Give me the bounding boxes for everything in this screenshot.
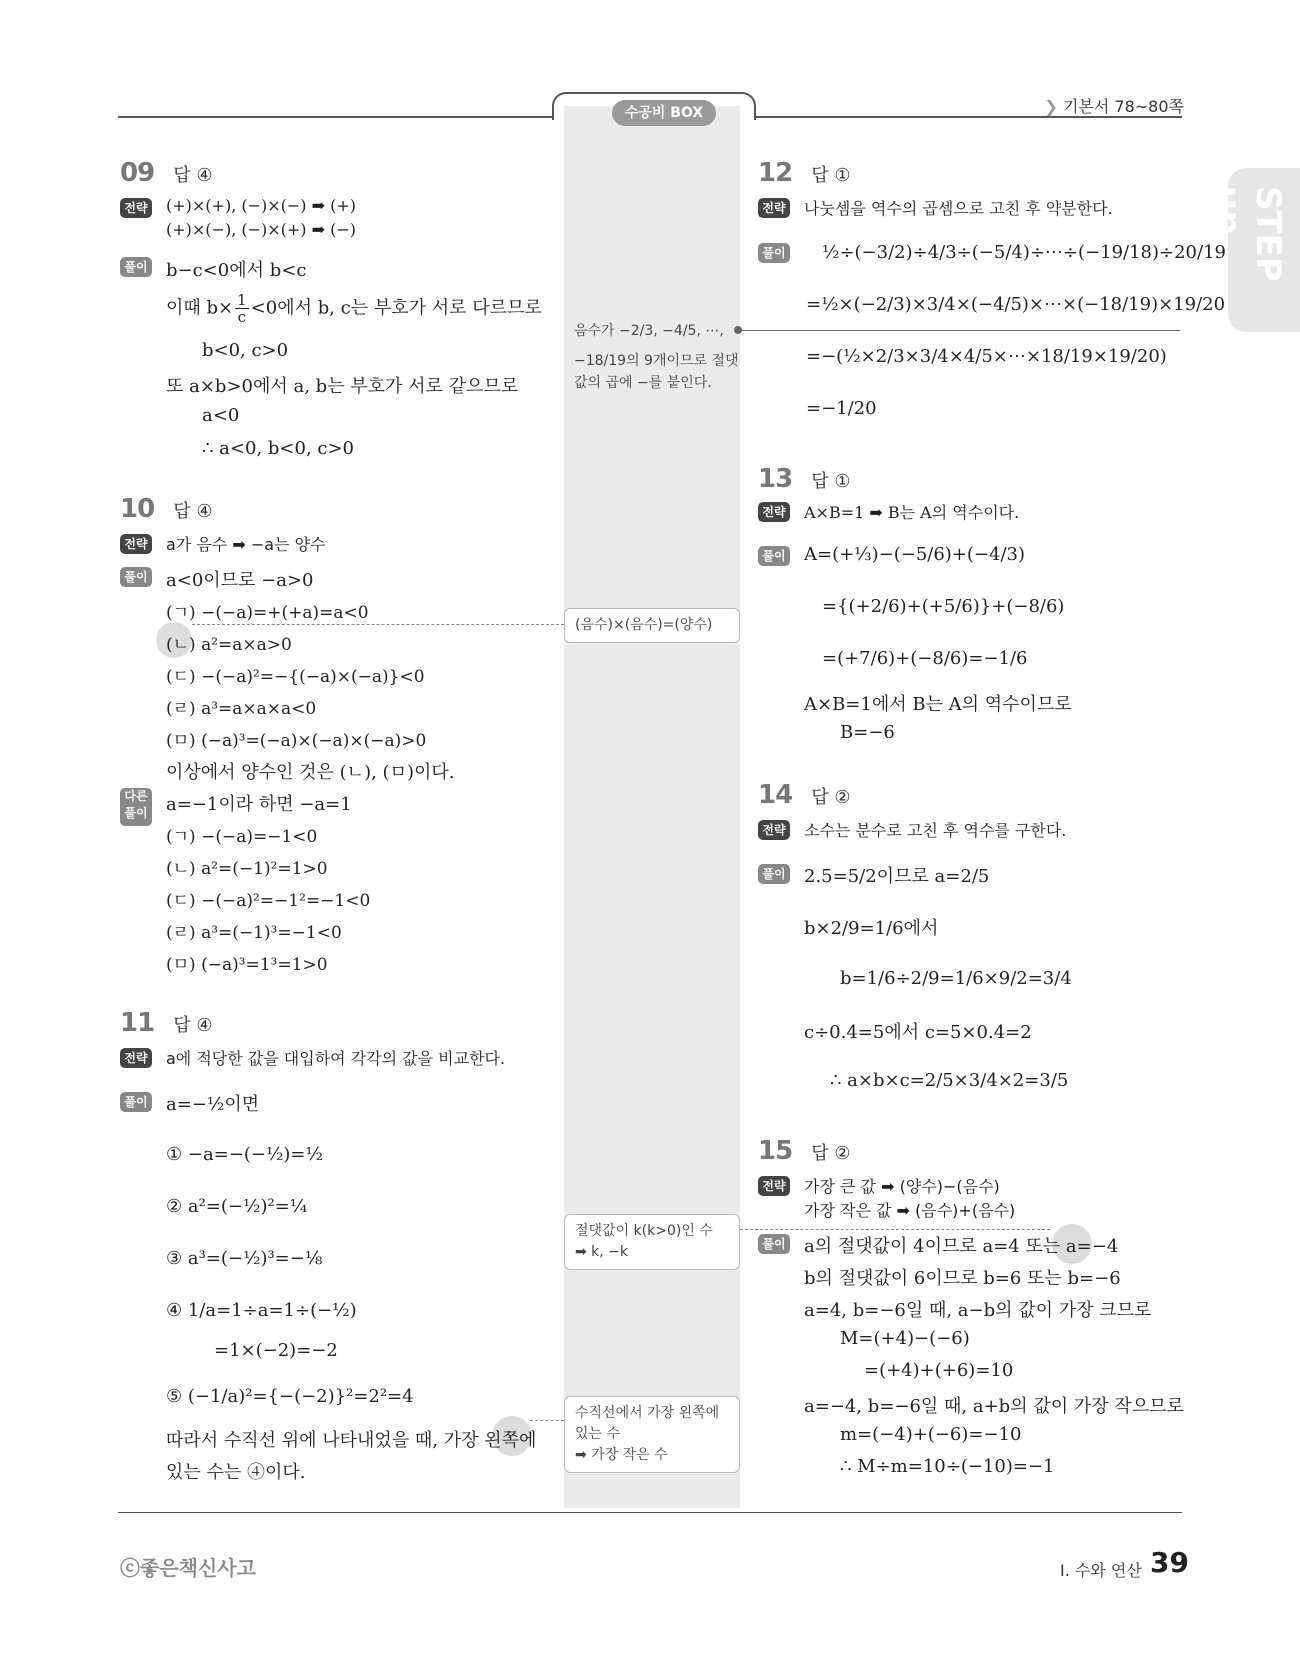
- connector-dot: [734, 326, 742, 334]
- note-line: ➡ 가장 작은 수: [575, 1447, 668, 1463]
- solution-line: =−(½×2/3×3/4×4/5×⋯×18/19×19/20): [806, 346, 1167, 367]
- question-12-header: [758, 158, 851, 188]
- side-note-3: [564, 1214, 740, 1270]
- strategy-tag: 전략: [758, 502, 790, 522]
- solution-line: b−c<0에서 b<c: [166, 260, 307, 281]
- solution-tag: 풀이: [758, 864, 790, 884]
- question-13-header: [758, 464, 851, 494]
- strategy-line: 나눗셈을 역수의 곱셈으로 고친 후 약분한다.: [804, 199, 1113, 218]
- note-line: 값의 곱에 −를 붙인다.: [574, 375, 712, 391]
- solution-line: 이상에서 양수인 것은 (ㄴ), (ㅁ)이다.: [166, 762, 455, 783]
- strategy-tag: 전략: [120, 1048, 152, 1068]
- connector-dashed: [740, 1229, 1050, 1230]
- strategy-tag: 전략: [120, 534, 152, 554]
- question-number: 12: [758, 158, 793, 188]
- solution-line: (ㄴ) a²=a×a>0: [166, 635, 292, 655]
- answer: 답 ④: [173, 165, 213, 186]
- solution-line: B=−6: [840, 722, 895, 743]
- solution-line: 있는 수는 ④이다.: [166, 1462, 306, 1483]
- question-number: 10: [120, 494, 155, 524]
- question-10-header: [120, 494, 213, 524]
- solution-line: A×B=1에서 B는 A의 역수이므로: [804, 694, 1072, 715]
- text: 이때 b×: [166, 297, 234, 319]
- solution-tag: 풀이: [758, 1234, 790, 1254]
- strategy-tag: 전략: [758, 1176, 790, 1196]
- solution-tag: 풀이: [120, 1092, 152, 1112]
- question-number: 13: [758, 464, 793, 494]
- solution-tag: 풀이: [758, 546, 790, 566]
- solution-tag: 풀이: [758, 243, 790, 263]
- solution-line: 따라서 수직선 위에 나타내었을 때, 가장 왼쪽에: [166, 1430, 537, 1451]
- solution-tag: 풀이: [120, 257, 152, 277]
- solution-line: ∴ a<0, b<0, c>0: [202, 438, 354, 459]
- question-number: 11: [120, 1008, 155, 1038]
- side-note-4: [564, 1396, 740, 1473]
- text: <0에서 b, c는 부호가 서로 다르므로: [250, 297, 542, 319]
- side-note-2: (음수)×(음수)=(양수): [564, 608, 740, 643]
- solution-line: ∴ a×b×c=2/5×3/4×2=3/5: [830, 1070, 1069, 1091]
- solution-line: ½÷(−3/2)÷4/3÷(−5/4)÷⋯÷(−19/18)÷20/19: [822, 242, 1226, 263]
- solution-line: 2.5=5/2이므로 a=2/5: [804, 866, 990, 887]
- connector-dashed: [530, 1420, 564, 1421]
- answer: 답 ④: [173, 501, 213, 522]
- solution-line: (ㅁ) (−a)³=(−a)×(−a)×(−a)>0: [166, 731, 427, 751]
- page-number: 39: [1150, 1546, 1189, 1579]
- strategy-tag: 전략: [758, 198, 790, 218]
- publisher-logo: ⓒ좋은책신사고: [120, 1556, 256, 1580]
- alt-solution-line: (ㄷ) −(−a)²=−1²=−1<0: [166, 891, 371, 911]
- connector-line: [738, 330, 1180, 331]
- note-line: ➡ k, −k: [575, 1244, 629, 1260]
- strategy-tag: 전략: [758, 820, 790, 840]
- solution-line: m=(−4)+(−6)=−10: [840, 1424, 1022, 1445]
- solution-line: =½×(−2/3)×3/4×(−4/5)×⋯×(−18/19)×19/20: [806, 294, 1226, 315]
- solution-line: b=1/6÷2/9=1/6×9/2=3/4: [840, 968, 1072, 989]
- question-number: 09: [120, 158, 155, 188]
- side-note-1: [574, 320, 739, 394]
- alt-solution-line: (ㄹ) a³=(−1)³=−1<0: [166, 923, 342, 943]
- solution-line: a=−4, b=−6일 때, a+b의 값이 가장 작으므로: [804, 1396, 1184, 1417]
- fraction: [235, 292, 249, 325]
- strategy-line: (+)×(−), (−)×(+) ➡ (−): [166, 220, 357, 239]
- reference-page: [1044, 94, 1184, 117]
- solution-line: ③ a³=(−½)³=−⅛: [166, 1248, 323, 1269]
- solution-line: a<0: [202, 405, 240, 426]
- note-line: 절댓값이 k(k>0)인 수: [575, 1223, 713, 1239]
- solution-line: b×2/9=1/6에서: [804, 918, 939, 939]
- answer: 답 ①: [811, 471, 851, 492]
- step-up-label: STEP up: [1208, 186, 1288, 282]
- solution-line: M=(+4)−(−6): [840, 1328, 970, 1349]
- alt-solution-line: (ㅁ) (−a)³=1³=1>0: [166, 955, 328, 975]
- numerator: 1: [237, 291, 247, 309]
- solution-line: =(+4)+(+6)=10: [864, 1360, 1014, 1381]
- box-label: 수공비 BOX: [612, 100, 716, 126]
- note-line: 수직선에서 가장 왼쪽에: [575, 1405, 720, 1421]
- answer: 답 ②: [811, 1143, 851, 1164]
- alt-solution-line: a=−1이라 하면 −a=1: [166, 794, 352, 815]
- note-line: −18/19의 9개이므로 절댓: [574, 353, 739, 369]
- chapter-label: Ⅰ. 수와 연산: [1060, 1561, 1142, 1580]
- side-note-column: [564, 106, 740, 1508]
- solution-line: (ㄱ) −(−a)=+(+a)=a<0: [166, 603, 369, 623]
- answer: 답 ②: [811, 787, 851, 808]
- solution-line: ④ 1/a=1÷a=1÷(−½): [166, 1300, 357, 1321]
- answer: 답 ①: [811, 165, 851, 186]
- question-14-header: [758, 780, 851, 810]
- solution-line: ∴ M÷m=10÷(−10)=−1: [840, 1456, 1055, 1477]
- solution-line: b의 절댓값이 6이므로 b=6 또는 b=−6: [804, 1268, 1121, 1289]
- solution-line: ① −a=−(−½)=½: [166, 1144, 323, 1165]
- solution-line: A=(+⅓)−(−5/6)+(−4/3): [804, 544, 1026, 565]
- solution-line: 또 a×b>0에서 a, b는 부호가 서로 같으므로: [166, 376, 519, 397]
- question-09-header: [120, 158, 213, 188]
- strategy-line: a에 적당한 값을 대입하여 각각의 값을 비교한다.: [166, 1049, 506, 1068]
- question-number: 15: [758, 1136, 793, 1166]
- question-15-header: [758, 1136, 851, 1166]
- solution-line: [166, 292, 542, 325]
- note-line: 음수가 −2/3, −4/5, ⋯,: [574, 323, 724, 339]
- strategy-line: 소수는 분수로 고친 후 역수를 구한다.: [804, 821, 1067, 840]
- solution-line: a<0이므로 −a>0: [166, 570, 314, 591]
- solution-line: ② a²=(−½)²=¼: [166, 1196, 308, 1217]
- solution-line: a=−½이면: [166, 1094, 260, 1115]
- solution-line: a=4, b=−6일 때, a−b의 값이 가장 크므로: [804, 1300, 1152, 1321]
- note-line: 있는 수: [575, 1426, 621, 1442]
- strategy-line: 가장 큰 값 ➡ (양수)−(음수): [804, 1177, 1000, 1196]
- question-number: 14: [758, 780, 793, 810]
- solution-line: =(+7/6)+(−8/6)=−1/6: [822, 648, 1028, 669]
- connector-dashed: [192, 624, 564, 625]
- answer: 답 ④: [173, 1015, 213, 1036]
- header-rule-left: [118, 116, 554, 118]
- question-11-header: [120, 1008, 213, 1038]
- strategy-tag: 전략: [120, 198, 152, 218]
- strategy-line: 가장 작은 값 ➡ (음수)+(음수): [804, 1201, 1016, 1220]
- solution-line: ⑤ (−1/a)²={−(−2)}²=2²=4: [166, 1386, 414, 1407]
- solution-line: (ㄹ) a³=a×a×a<0: [166, 699, 317, 719]
- solution-line: b<0, c>0: [202, 340, 289, 361]
- solution-line: =−1/20: [806, 398, 877, 419]
- solution-line: (ㄷ) −(−a)²=−{(−a)×(−a)}<0: [166, 667, 425, 687]
- strategy-line: A×B=1 ➡ B는 A의 역수이다.: [804, 503, 1020, 522]
- strategy-line: (+)×(+), (−)×(−) ➡ (+): [166, 196, 357, 215]
- reference-text: 기본서 78~80쪽: [1062, 97, 1184, 116]
- strategy-line: a가 음수 ➡ −a는 양수: [166, 535, 326, 554]
- alt-solution-line: (ㄱ) −(−a)=−1<0: [166, 827, 318, 847]
- alt-solution-line: (ㄴ) a²=(−1)²=1>0: [166, 859, 328, 879]
- solution-line: c÷0.4=5에서 c=5×0.4=2: [804, 1022, 1032, 1043]
- solution-tag: 풀이: [120, 567, 152, 587]
- solution-line: =1×(−2)=−2: [214, 1340, 338, 1361]
- alt-solution-tag: 다른 풀이: [120, 788, 152, 826]
- footer-rule: [118, 1512, 1182, 1513]
- denominator: c: [237, 308, 247, 326]
- solution-line: ={(+2/6)+(+5/6)}+(−8/6): [822, 596, 1065, 617]
- chevron-right-icon: ❯: [1044, 97, 1063, 116]
- solution-line: a의 절댓값이 4이므로 a=4 또는 a=−4: [804, 1236, 1119, 1257]
